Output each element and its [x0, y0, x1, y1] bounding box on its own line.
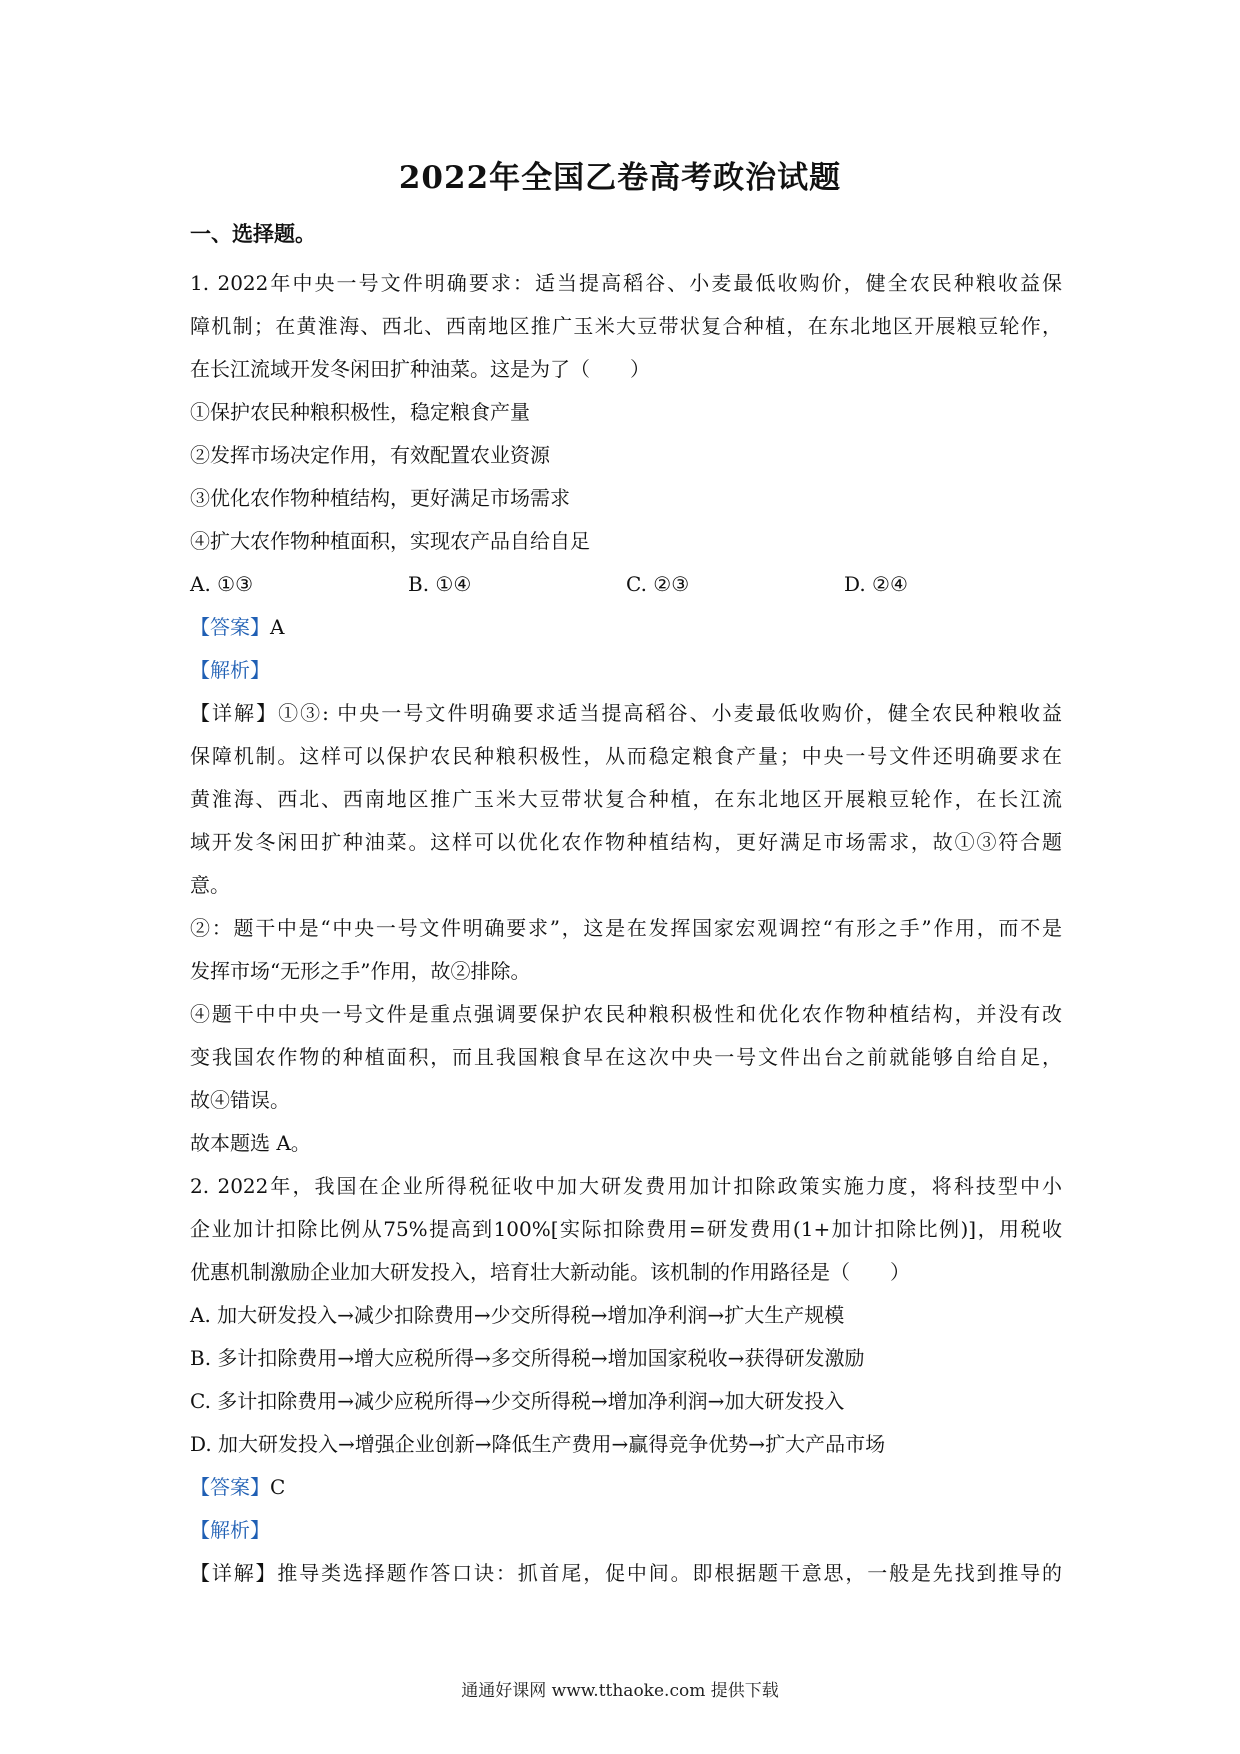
document-body — [190, 262, 1062, 1595]
q2-detail-line — [190, 1552, 1062, 1595]
q1-answer — [190, 606, 1062, 649]
answer-label: 【答案】 — [190, 1475, 270, 1499]
q2-option-d: D. 加大研发投入→增强企业创新→降低生产费用→赢得竞争优势→扩大产品市场 — [190, 1432, 886, 1456]
q1-item: ④扩大农作物种植面积，实现农产品自给自足 — [190, 529, 590, 553]
q1-detail-line: 故④错误。 — [190, 1088, 290, 1112]
q1-option-a: A. ①③ — [190, 572, 254, 596]
page-title: 2022年全国乙卷高考政治试题 — [398, 160, 842, 196]
q1-detail-line: 发挥市场“无形之手”作用，故②排除。 — [190, 959, 531, 983]
question-1 — [190, 262, 1062, 1165]
detail-text: ①③: 中央一号文件明确要求适当提高稻谷、小麦最低收购价，健全农民种粮收益 — [278, 701, 1062, 725]
q1-item: ②发挥市场决定作用，有效配置农业资源 — [190, 443, 550, 467]
answer-value: A — [270, 615, 285, 639]
q1-item: ①保护农民种粮积极性，稳定粮食产量 — [190, 400, 530, 424]
q1-option-d: D. ②④ — [844, 572, 908, 596]
answer-label: 【答案】 — [190, 615, 270, 639]
answer-value: C — [270, 1475, 286, 1499]
detail-text: 推导类选择题作答口诀：抓首尾，促中间。即根据题干意思，一般是先找到推导的 — [277, 1561, 1063, 1585]
q1-detail-line: 变我国农作物的种植面积，而且我国粮食早在这次中央一号文件出台之前就能够自给自足， — [190, 1045, 1062, 1069]
q1-option-b: B. ①④ — [408, 572, 472, 596]
q2-stem-line: 企业加计扣除比例从75%提高到100%[实际扣除费用=研发费用(1+加计扣除比例)]，用税收 — [190, 1217, 1062, 1241]
q1-analysis — [190, 649, 1062, 692]
q1-detail-line: 故本题选 A。 — [190, 1131, 311, 1155]
page-footer: 通通好课网 www.tthaoke.com 提供下载 — [461, 1681, 779, 1701]
q2-stem-line: 2. 2022年，我国在企业所得税征收中加大研发费用加计扣除政策实施力度，将科技型中小 — [190, 1174, 1062, 1198]
detail-label: 【详解】 — [190, 701, 279, 725]
q1-stem-line: 障机制；在黄淮海、西北、西南地区推广玉米大豆带状复合种植，在东北地区开展粮豆轮作， — [190, 314, 1062, 338]
q2-stem-line: 优惠机制激励企业加大研发投入，培育壮大新动能。该机制的作用路径是（ ） — [190, 1260, 910, 1284]
q1-stem-line: 在长江流域开发冬闲田扩种油菜。这是为了（ ） — [190, 357, 650, 381]
q1-item: ③优化农作物种植结构，更好满足市场需求 — [190, 486, 570, 510]
q1-detail-line: ②：题干中是“中央一号文件明确要求”，这是在发挥国家宏观调控“有形之手”作用，而不是 — [190, 916, 1062, 940]
q1-detail-line: 黄淮海、西北、西南地区推广玉米大豆带状复合种植，在东北地区开展粮豆轮作，在长江流 — [190, 787, 1062, 811]
question-2 — [190, 1165, 1062, 1595]
q2-analysis — [190, 1509, 1062, 1552]
q1-detail-line: 保障机制。这样可以保护农民种粮积极性，从而稳定粮食产量；中央一号文件还明确要求在 — [190, 744, 1062, 768]
q1-stem-line: 1. 2022年中央一号文件明确要求：适当提高稻谷、小麦最低收购价，健全农民种粮收益保 — [190, 271, 1062, 295]
q1-options — [190, 563, 1062, 606]
q2-option-a: A. 加大研发投入→减少扣除费用→少交所得税→增加净利润→扩大生产规模 — [190, 1303, 845, 1327]
detail-label: 【详解】 — [190, 1561, 278, 1585]
q1-detail-line: ④题干中中央一号文件是重点强调要保护农民种粮积极性和优化农作物种植结构，并没有改 — [190, 1002, 1062, 1026]
section-heading: 一、选择题。 — [190, 221, 316, 246]
q2-option-b: B. 多计扣除费用→增大应税所得→多交所得税→增加国家税收→获得研发激励 — [190, 1346, 865, 1370]
q1-detail-line — [190, 692, 1062, 735]
q1-option-c: C. ②③ — [626, 572, 690, 596]
analysis-label: 【解析】 — [190, 658, 270, 682]
q1-detail-line: 域开发冬闲田扩种油菜。这样可以优化农作物种植结构，更好满足市场需求，故①③符合题 — [190, 830, 1062, 854]
q2-option-c: C. 多计扣除费用→减少应税所得→少交所得税→增加净利润→加大研发投入 — [190, 1389, 845, 1413]
q2-answer — [190, 1466, 1062, 1509]
analysis-label: 【解析】 — [190, 1518, 270, 1542]
q1-detail-line: 意。 — [190, 873, 230, 897]
